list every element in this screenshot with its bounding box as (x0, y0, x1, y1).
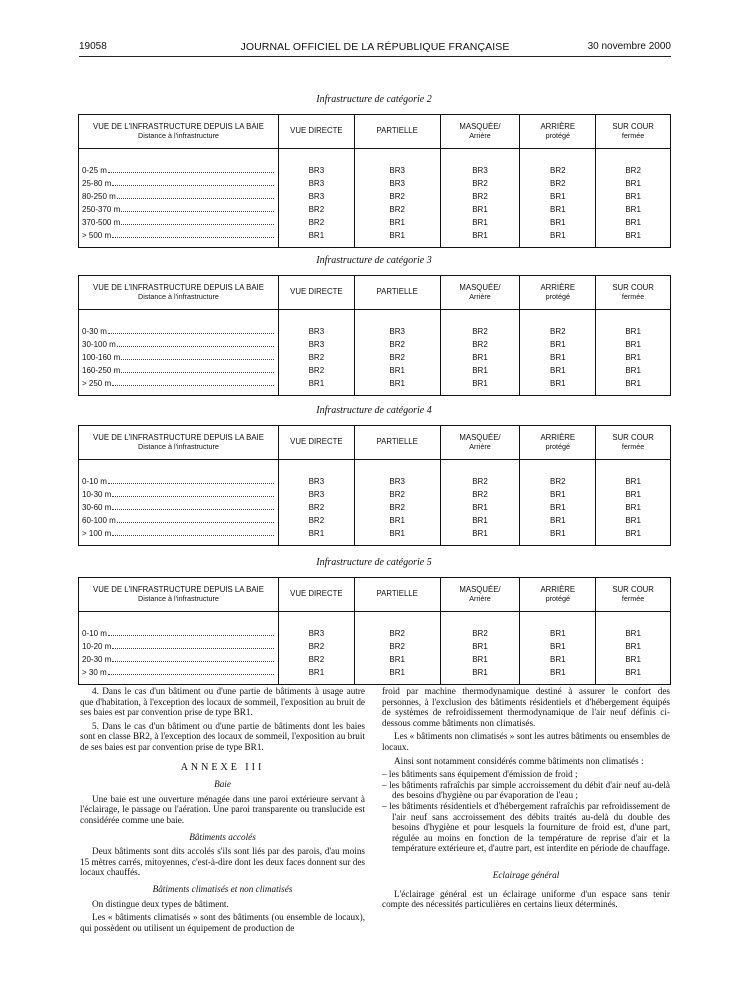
header-label: SUR COUR (612, 283, 654, 292)
heading-eclairage-general: Eclairage général (492, 869, 560, 880)
class-cell: BR1 (596, 666, 671, 685)
header-partielle (354, 276, 440, 310)
distance-cell (79, 653, 279, 666)
header-label: Arrière (469, 130, 491, 140)
class-cell: BR2 (278, 364, 354, 377)
class-cell: BR2 (440, 488, 520, 501)
header-label: SUR COUR (612, 433, 654, 442)
distance-label: 10-30 m (82, 490, 112, 499)
class-cell: BR2 (520, 177, 596, 190)
class-cell: BR2 (440, 338, 520, 351)
class-cell: BR1 (354, 364, 440, 377)
class-cell: BR1 (520, 514, 596, 527)
class-cell: BR2 (354, 501, 440, 514)
distance-cell (79, 666, 279, 685)
class-cell: BR2 (440, 475, 520, 488)
header-rule (79, 56, 671, 57)
leader-dots (112, 640, 274, 649)
distance-label: 0-30 m (82, 327, 107, 336)
class-cell: BR1 (440, 364, 520, 377)
infrastructure-table (78, 114, 671, 248)
leader-dots (108, 475, 274, 484)
class-cell: BR1 (596, 377, 671, 396)
distance-label: 0-10 m (82, 477, 107, 486)
header-partielle (354, 115, 440, 149)
distance-label: 25-80 m (82, 179, 112, 188)
header-label: PARTIELLE (376, 437, 418, 447)
table-row (79, 527, 671, 546)
class-cell: BR3 (354, 164, 440, 177)
class-cell: BR3 (440, 164, 520, 177)
header-vue-directe (278, 276, 354, 310)
class-cell: BR1 (440, 351, 520, 364)
distance-cell (79, 501, 279, 514)
class-cell: BR1 (278, 527, 354, 546)
table-row (79, 203, 671, 216)
distance-label: 100-160 m (82, 353, 121, 362)
table-caption: Infrastructure de catégorie 2 (316, 94, 432, 105)
leader-dots (112, 177, 274, 186)
class-cell: BR1 (596, 216, 671, 229)
distance-cell (79, 475, 279, 488)
paragraph-climatises-2: Les « bâtiments climatisés » sont des bâtiments (ou ensemble de locaux), qui possèdent ou utilisent un équipement de production de (80, 912, 365, 933)
class-cell: BR2 (520, 164, 596, 177)
class-cell: BR1 (440, 653, 520, 666)
distance-label: 80-250 m (82, 192, 116, 201)
header-label: ARRIÈRE (540, 585, 576, 594)
leader-dots (121, 203, 274, 212)
distance-cell (79, 377, 279, 396)
class-cell: BR1 (596, 653, 671, 666)
header-label: MASQUÉE/ (459, 585, 501, 594)
class-cell: BR1 (596, 325, 671, 338)
class-cell: BR1 (596, 488, 671, 501)
header-label: protégé (545, 593, 570, 603)
paragraph-continued: froid par machine thermodynamique destiné à assurer le confort des personnes, à l'exclusion des bâtiments résidentiels et d'hébergement équipés de systèmes de refroidissement thermodynamique de l'air neuf définis ci-dessous comme bâtiments non climatisés. (382, 686, 670, 728)
leader-dots (121, 216, 274, 225)
header-label: MASQUÉE/ (459, 433, 501, 442)
distance-cell (79, 216, 279, 229)
class-cell: BR3 (354, 177, 440, 190)
class-cell: BR1 (440, 527, 520, 546)
header-label: VUE DIRECTE (290, 287, 343, 297)
header-distance (79, 115, 279, 149)
leader-dots (112, 229, 274, 238)
class-cell: BR3 (278, 338, 354, 351)
class-cell: BR3 (278, 325, 354, 338)
header-arriere (520, 115, 596, 149)
distance-cell (79, 190, 279, 203)
leader-dots (112, 501, 274, 510)
class-cell: BR2 (278, 216, 354, 229)
table-row (79, 627, 671, 640)
distance-label: 0-10 m (82, 629, 107, 638)
class-cell: BR2 (354, 351, 440, 364)
right-column (382, 686, 670, 913)
class-cell: BR1 (278, 229, 354, 248)
paragraph-climatises-1: On distingue deux types de bâtiment. (92, 898, 229, 909)
distance-cell (79, 488, 279, 501)
distance-label: 30-100 m (82, 340, 116, 349)
table-row (79, 501, 671, 514)
distance-cell (79, 229, 279, 248)
class-cell: BR3 (278, 177, 354, 190)
heading-baie: Baie (214, 779, 231, 790)
table-row (79, 229, 671, 248)
class-cell: BR1 (520, 640, 596, 653)
class-cell: BR1 (278, 666, 354, 685)
header-distance (79, 426, 279, 460)
table-row (79, 666, 671, 685)
header-label: fermée (621, 130, 645, 140)
header-label: ARRIÈRE (540, 433, 576, 442)
list-item: – les bâtiments sans équipement d'émission de froid ; (382, 769, 670, 780)
header-arriere (520, 426, 596, 460)
header-sur-cour (596, 115, 671, 149)
table-row (79, 514, 671, 527)
class-cell: BR1 (354, 527, 440, 546)
left-column (80, 686, 365, 936)
paragraph-non-climatises: Les « bâtiments non climatisés » sont les autres bâtiments ou ensembles de locaux. (382, 731, 670, 752)
class-cell: BR1 (440, 666, 520, 685)
header-partielle (354, 578, 440, 612)
header-label: MASQUÉE/ (459, 283, 501, 292)
table-row (79, 640, 671, 653)
class-cell: BR3 (354, 325, 440, 338)
distance-label: > 250 m (82, 379, 112, 388)
header-label: SUR COUR (612, 585, 654, 594)
class-cell: BR3 (354, 475, 440, 488)
distance-label: > 500 m (82, 231, 112, 240)
list-item: – les bâtiments résidentiels et d'hébergement rafraîchis par refroidissement de l'air neuf sans accroissement des débits traités au-delà du double des besoins d'hygiène et pour lesquels la fourniture de froid est, d'une part, régulée au moins en fonction de la température de reprise d'air et la température extérieure et, d'autre part, est interdite en période de chauffage. (382, 801, 670, 854)
class-cell: BR1 (596, 501, 671, 514)
table-caption: Infrastructure de catégorie 3 (316, 255, 432, 266)
distance-label: 160-250 m (82, 366, 121, 375)
class-cell: BR3 (278, 164, 354, 177)
distance-cell (79, 627, 279, 640)
class-cell: BR1 (354, 653, 440, 666)
leader-dots (108, 627, 274, 636)
distance-cell (79, 325, 279, 338)
class-cell: BR1 (354, 377, 440, 396)
class-cell: BR1 (520, 666, 596, 685)
table-row (79, 325, 671, 338)
class-cell: BR2 (278, 653, 354, 666)
class-cell: BR3 (278, 488, 354, 501)
distance-label: 10-20 m (82, 642, 112, 651)
header-vue-directe (278, 115, 354, 149)
class-cell: BR3 (278, 190, 354, 203)
class-cell: BR1 (278, 377, 354, 396)
class-cell: BR1 (354, 666, 440, 685)
distance-label: > 30 m (82, 668, 107, 677)
class-cell: BR2 (354, 640, 440, 653)
class-cell: BR1 (596, 475, 671, 488)
class-cell: BR3 (278, 475, 354, 488)
header-label: PARTIELLE (376, 126, 418, 136)
leader-dots (121, 364, 274, 373)
header-label: Distance à l'infrastructure (138, 130, 219, 140)
class-cell: BR1 (440, 203, 520, 216)
leader-dots (112, 527, 274, 536)
page-header (79, 41, 671, 55)
class-cell: BR1 (520, 377, 596, 396)
header-arriere (520, 578, 596, 612)
distance-label: 20-30 m (82, 655, 112, 664)
table-row (79, 190, 671, 203)
table-row (79, 488, 671, 501)
journal-title: JOURNAL OFFICIEL DE LA RÉPUBLIQUE FRANÇAISE (240, 41, 510, 53)
distance-label: 30-60 m (82, 503, 112, 512)
class-cell: BR2 (520, 475, 596, 488)
class-cell: BR1 (520, 229, 596, 248)
header-label: Distance à l'infrastructure (138, 291, 219, 301)
header-partielle (354, 426, 440, 460)
leader-dots (121, 351, 274, 360)
header-arriere (520, 276, 596, 310)
header-label: ARRIÈRE (540, 283, 576, 292)
class-cell: BR2 (278, 640, 354, 653)
header-label: Arrière (469, 441, 491, 451)
class-cell: BR1 (520, 351, 596, 364)
class-cell: BR1 (520, 216, 596, 229)
class-cell: BR1 (520, 190, 596, 203)
distance-cell (79, 203, 279, 216)
class-cell: BR1 (596, 203, 671, 216)
header-label: VUE DE L'INFRASTRUCTURE DEPUIS LA BAIE (93, 122, 264, 131)
header-label: PARTIELLE (376, 589, 418, 599)
header-label: fermée (621, 291, 645, 301)
annex-title: ANNEXE III (180, 761, 265, 773)
distance-cell (79, 338, 279, 351)
leader-dots (108, 164, 274, 173)
header-label: PARTIELLE (376, 287, 418, 297)
leader-dots (108, 666, 274, 675)
distance-cell (79, 177, 279, 190)
header-label: Arrière (469, 291, 491, 301)
header-sur-cour (596, 276, 671, 310)
class-cell: BR2 (440, 627, 520, 640)
heading-batiments-climatises: Bâtiments climatisés et non climatisés (152, 883, 293, 894)
non-climatises-list (382, 769, 670, 854)
table-row (79, 364, 671, 377)
table-row (79, 338, 671, 351)
class-cell: BR1 (520, 527, 596, 546)
distance-cell (79, 351, 279, 364)
header-vue-directe (278, 578, 354, 612)
header-label: VUE DIRECTE (290, 589, 343, 599)
class-cell: BR1 (520, 203, 596, 216)
class-cell: BR1 (596, 177, 671, 190)
leader-dots (108, 325, 274, 334)
class-cell: BR3 (278, 627, 354, 640)
header-label: VUE DIRECTE (290, 437, 343, 447)
header-label: ARRIÈRE (540, 122, 576, 131)
header-label: VUE DE L'INFRASTRUCTURE DEPUIS LA BAIE (93, 585, 264, 594)
table-row (79, 351, 671, 364)
class-cell: BR1 (596, 514, 671, 527)
class-cell: BR1 (520, 627, 596, 640)
infrastructure-table (78, 275, 671, 396)
class-cell: BR1 (596, 338, 671, 351)
class-cell: BR2 (440, 325, 520, 338)
header-label: Arrière (469, 593, 491, 603)
header-masquee (440, 426, 520, 460)
class-cell: BR1 (596, 229, 671, 248)
header-label: protégé (545, 291, 570, 301)
paragraph-5: 5. Dans le cas d'un bâtiment ou d'une partie de bâtiments dont les baies sont en classe BR2, à l'exception des locaux de sommeil, l'exposition au bruit de ses baies est par convention prise de type BR1. (80, 720, 365, 752)
class-cell: BR2 (354, 203, 440, 216)
distance-cell (79, 514, 279, 527)
class-cell: BR2 (278, 203, 354, 216)
distance-label: 60-100 m (82, 516, 116, 525)
header-label: VUE DIRECTE (290, 126, 343, 136)
class-cell: BR1 (596, 640, 671, 653)
paragraph-eclairage-general: L'éclairage général est un éclairage uniforme d'un espace sans tenir compte des nécessités particulières en certains lieux déterminés. (382, 888, 670, 910)
class-cell: BR2 (278, 351, 354, 364)
class-cell: BR1 (520, 364, 596, 377)
leader-dots (117, 338, 274, 347)
header-label: VUE DE L'INFRASTRUCTURE DEPUIS LA BAIE (93, 433, 264, 442)
distance-label: > 100 m (82, 529, 112, 538)
class-cell: BR1 (354, 216, 440, 229)
class-cell: BR1 (440, 514, 520, 527)
table-row (79, 653, 671, 666)
issue-date: 30 novembre 2000 (587, 41, 671, 52)
class-cell: BR1 (440, 216, 520, 229)
header-distance (79, 578, 279, 612)
class-cell: BR1 (520, 653, 596, 666)
header-label: protégé (545, 130, 570, 140)
class-cell: BR2 (354, 190, 440, 203)
class-cell: BR1 (520, 501, 596, 514)
class-cell: BR2 (596, 164, 671, 177)
table-caption: Infrastructure de catégorie 4 (316, 405, 432, 416)
paragraph-batiments-accoles: Deux bâtiments sont dits accolés s'ils sont liés par des parois, d'au moins 15 mètres carrés, mitoyennes, c'est-à-dire dont les deux faces donnent sur des locaux chauffés. (80, 846, 365, 878)
leader-dots (117, 514, 274, 523)
header-label: protégé (545, 441, 570, 451)
distance-label: 370-500 m (82, 218, 121, 227)
header-label: fermée (621, 593, 645, 603)
class-cell: BR1 (440, 640, 520, 653)
class-cell: BR1 (596, 627, 671, 640)
leader-dots (117, 190, 274, 199)
class-cell: BR1 (440, 377, 520, 396)
page-number: 19058 (79, 41, 107, 52)
distance-cell (79, 364, 279, 377)
class-cell: BR2 (520, 325, 596, 338)
class-cell: BR2 (278, 501, 354, 514)
class-cell: BR2 (440, 177, 520, 190)
class-cell: BR1 (440, 229, 520, 248)
table-row (79, 377, 671, 396)
header-vue-directe (278, 426, 354, 460)
infrastructure-table (78, 577, 671, 685)
header-label: MASQUÉE/ (459, 122, 501, 131)
paragraph-baie: Une baie est une ouverture ménagée dans une paroi extérieure servant à l'éclairage, le passage ou l'aération. Une paroi transparente ou translucide est considérée comme une baie. (80, 793, 365, 825)
distance-cell (79, 640, 279, 653)
class-cell: BR1 (596, 351, 671, 364)
header-label: Distance à l'infrastructure (138, 441, 219, 451)
leader-dots (112, 653, 274, 662)
list-item: – les bâtiments rafraîchis par simple accroissement du débit d'air neuf au-delà des besoins d'hygiène ou par évaporation de l'eau ; (382, 780, 670, 801)
table-caption: Infrastructure de catégorie 5 (316, 557, 432, 568)
header-masquee (440, 578, 520, 612)
paragraph-4: 4. Dans le cas d'un bâtiment ou d'une partie de bâtiments à usage autre que d'habitation, à l'exception des locaux de sommeil, l'exposition au bruit de ses baies est par convention prise de type BR1. (80, 686, 365, 718)
header-masquee (440, 115, 520, 149)
class-cell: BR1 (596, 364, 671, 377)
infrastructure-table (78, 425, 671, 546)
class-cell: BR1 (520, 338, 596, 351)
leader-dots (112, 488, 274, 497)
paragraph-ainsi: Ainsi sont notamment considérés comme bâtiments non climatisés : (394, 755, 644, 766)
class-cell: BR1 (596, 527, 671, 546)
header-label: Distance à l'infrastructure (138, 593, 219, 603)
class-cell: BR1 (354, 514, 440, 527)
header-sur-cour (596, 426, 671, 460)
header-label: VUE DE L'INFRASTRUCTURE DEPUIS LA BAIE (93, 283, 264, 292)
header-distance (79, 276, 279, 310)
class-cell: BR2 (354, 488, 440, 501)
table-row (79, 475, 671, 488)
table-row (79, 216, 671, 229)
heading-batiments-accoles: Bâtiments accolés (189, 831, 256, 842)
class-cell: BR2 (354, 627, 440, 640)
class-cell: BR1 (520, 488, 596, 501)
class-cell: BR2 (354, 338, 440, 351)
header-sur-cour (596, 578, 671, 612)
distance-label: 250-370 m (82, 205, 121, 214)
distance-cell (79, 164, 279, 177)
class-cell: BR2 (278, 514, 354, 527)
leader-dots (112, 377, 274, 386)
class-cell: BR1 (440, 501, 520, 514)
class-cell: BR2 (440, 190, 520, 203)
class-cell: BR1 (596, 190, 671, 203)
distance-label: 0-25 m (82, 166, 107, 175)
header-label: SUR COUR (612, 122, 654, 131)
distance-cell (79, 527, 279, 546)
table-row (79, 177, 671, 190)
header-masquee (440, 276, 520, 310)
class-cell: BR1 (354, 229, 440, 248)
header-label: fermée (621, 441, 645, 451)
table-row (79, 164, 671, 177)
